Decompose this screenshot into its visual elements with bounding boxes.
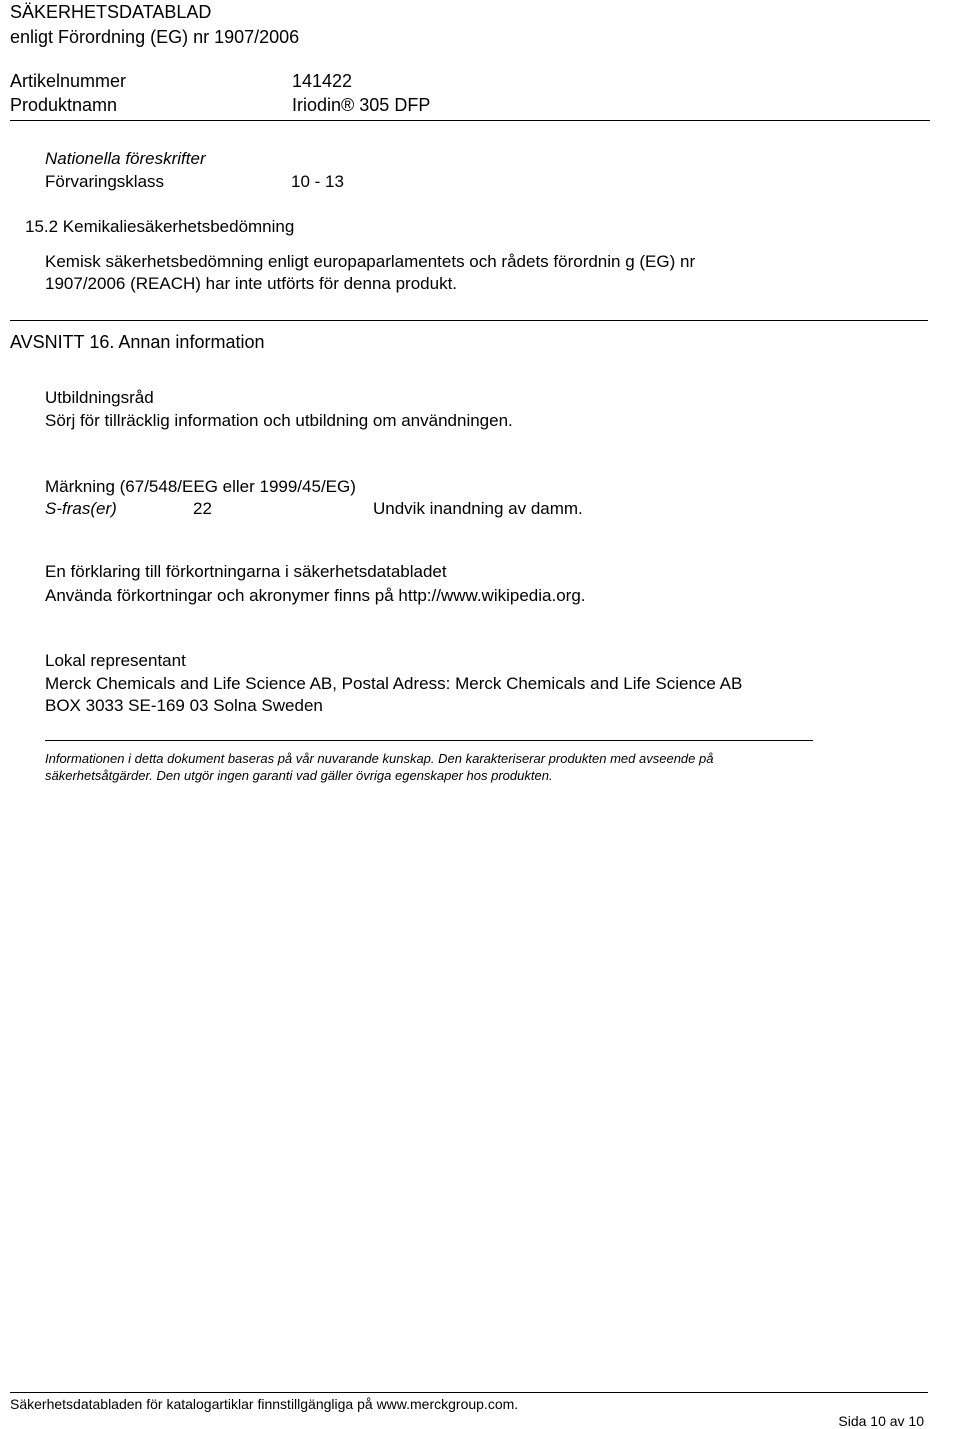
disclaimer-divider: [45, 740, 813, 741]
labeling-title: Märkning (67/548/EEG eller 1999/45/EG): [45, 477, 356, 496]
disclaimer-line2: säkerhetsåtgärder. Den utgör ingen garanti vad gäller övriga egenskaper hos produkten.: [45, 768, 553, 783]
storage-class-value: 10 - 13: [291, 172, 344, 191]
abbreviations-text: Använda förkortningar och akronymer finns på http://www.wikipedia.org.: [45, 586, 586, 605]
section-15-2-text-line2: 1907/2006 (REACH) har inte utförts för denna produkt.: [45, 274, 458, 293]
regulation-subtitle: enligt Förordning (EG) nr 1907/2006: [10, 27, 300, 47]
national-regulations-title: Nationella föreskrifter: [45, 149, 206, 168]
footer-note: Säkerhetsdatabladen för katalogartiklar finnstillgängliga på www.merckgroup.com.: [10, 1396, 519, 1412]
abbreviations-title: En förklaring till förkortningarna i säkerhetsdatabladet: [45, 562, 447, 581]
header-divider: [10, 120, 930, 121]
storage-class-label: Förvaringsklass: [45, 172, 165, 191]
article-number-label: Artikelnummer: [10, 71, 127, 91]
local-representative-line2: BOX 3033 SE-169 03 Solna Sweden: [45, 696, 323, 715]
product-name-label: Produktnamn: [10, 95, 118, 115]
local-representative-title: Lokal representant: [45, 651, 186, 670]
section-16-divider: [10, 320, 928, 321]
section-15-2-text-line1: Kemisk säkerhetsbedömning enligt europaparlamentets och rådets förordnin g (EG) nr: [45, 252, 696, 271]
section-15-2-title: 15.2 Kemikaliesäkerhetsbedömning: [25, 217, 295, 236]
training-text: Sörj för tillräcklig information och utbildning om användningen.: [45, 411, 513, 430]
section-16-title: AVSNITT 16. Annan information: [10, 332, 265, 352]
product-name-value: Iriodin® 305 DFP: [292, 95, 431, 115]
s-phrase-code: 22: [193, 499, 212, 518]
s-phrase-text: Undvik inandning av damm.: [373, 499, 583, 518]
training-title: Utbildningsråd: [45, 388, 154, 407]
page-number: Sida 10 av 10: [838, 1413, 924, 1429]
s-phrase-label: S-fras(er): [45, 499, 117, 518]
document-title: SÄKERHETSDATABLAD: [10, 2, 212, 22]
disclaimer-line1: Informationen i detta dokument baseras på vår nuvarande kunskap. Den karakteriserar produkten med avseende på: [45, 751, 714, 766]
local-representative-line1: Merck Chemicals and Life Science AB, Postal Adress: Merck Chemicals and Life Science AB: [45, 674, 743, 693]
article-number-value: 141422: [292, 71, 353, 91]
footer-divider: [10, 1392, 928, 1393]
